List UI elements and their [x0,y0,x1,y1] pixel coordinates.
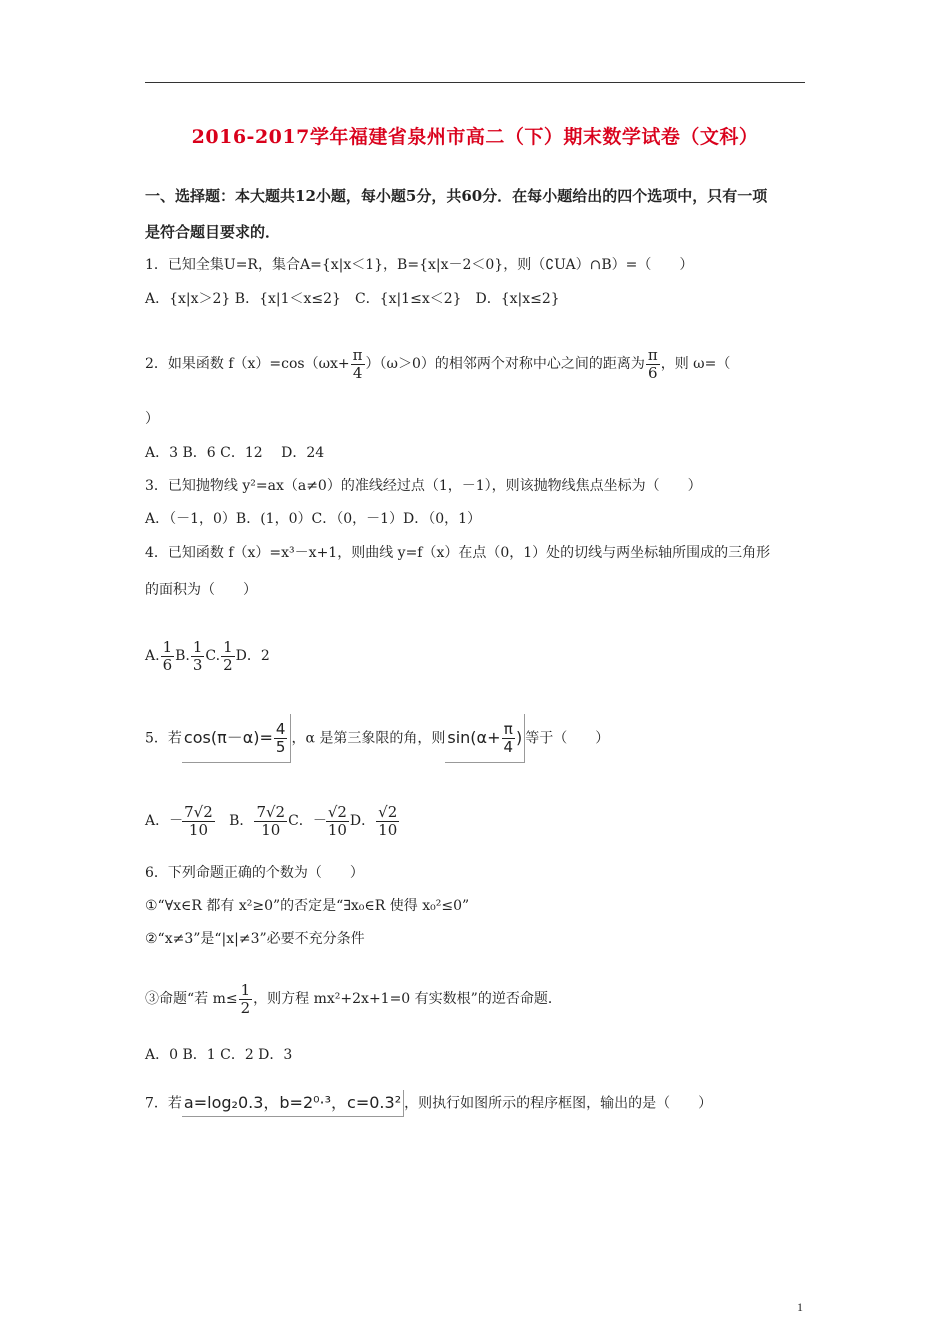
q4-frac-den: 6 [162,655,173,674]
q7-tail: ，则执行如图所示的程序框图，输出的是（ ） [404,1095,713,1112]
q5-minus-sign: － [169,813,184,829]
q2-pi-over-6 [646,347,660,382]
q4-options [145,634,270,678]
q4-option-a-label: A. [145,648,160,664]
q5-frac-num: √2 [327,802,347,821]
q5-frac-den: 10 [261,820,281,839]
q6-frac-den: 2 [240,998,251,1017]
q5-option-a-label: A． [145,813,170,829]
q5-options [145,798,400,844]
q5-sin-close: ) [516,728,523,747]
page-title: 2016-2017学年福建省泉州市高二（下）期末数学试卷（文科） [191,126,759,148]
q6-stem: 6．下列命题正确的个数为（ ） [145,865,364,881]
q5-frac-num: √2 [378,802,398,821]
q6-frac-1-2 [239,982,253,1017]
q5-frac-4-5 [274,721,288,756]
section-heading-line2: 是符合题目要求的． [145,223,281,241]
q4-option-b-label: B. [175,648,190,664]
q4-option-c-label: C. [205,648,221,664]
q5-option-b-label: B． [229,813,254,829]
q5-minus-sign: － [312,813,327,829]
q5-lead: 5．若 [145,730,182,747]
q5-cos-formula [182,714,292,763]
q5-stem [145,714,609,763]
q5-mid: ，α 是第三象限的角，则 [291,730,446,747]
q5-frac-num: 4 [275,720,286,738]
q3-options: A．（－1，0）B．(1，0）C．（0，－1）D．（0，1） [145,511,482,527]
q6-proposition-1: ①“∀x∈R 都有 x²≥0”的否定是“∃x₀∈R 使得 x₀²≤0” [145,898,470,914]
q2-options: A．3 B．6 C．12 D．24 [145,445,325,461]
q5-frac-den: 10 [327,820,347,839]
q5-frac-num: 7√2 [184,802,213,821]
q4-frac-1-6 [161,639,175,674]
q2-frac-den: 4 [352,363,363,382]
q4-frac-num: 1 [192,637,203,656]
header-rule [145,82,805,83]
q4-option-d: D．2 [235,648,270,664]
q6-p3-part1: ③命题“若 m≤ [145,991,238,1007]
q2-stem-close: ） [145,411,159,427]
page-number: 1 [797,1300,803,1314]
q5-frac-num: π [503,720,513,738]
q4-frac-den: 3 [192,655,203,674]
q5-frac-num: 7√2 [256,802,286,821]
q2-frac2-num: π [647,345,658,364]
q4-stem-line1: 4．已知函数 f（x）=x³－x+1，则曲线 y=f（x）在点（0，1）处的切线与两坐标轴所围成的三角形 [145,545,771,561]
q2-frac2-den: 6 [648,363,658,382]
q5-frac-den: 5 [275,738,286,756]
q5-frac-d [376,804,399,839]
q6-p3-part2: ，则方程 mx²+2x+1=0 有实数根”的逆否命题． [253,991,562,1007]
q2-stem [145,342,730,386]
q2-frac-num: π [352,345,363,364]
q2-stem-part3: ，则 ω=（ [660,356,731,372]
q5-frac-den: 10 [188,820,208,839]
q7-lead: 7．若 [145,1095,182,1112]
q5-frac-c [326,804,349,839]
q5-frac-pi-4 [502,721,516,756]
q4-frac-1-2 [221,639,235,674]
q5-option-d-label: D． [349,813,376,829]
q5-frac-den: 10 [378,820,398,839]
q5-sin-formula [445,714,525,763]
q5-frac-b [254,804,287,839]
q7-stem [145,1090,712,1117]
q3-stem: 3．已知抛物线 y²=ax（a≠0）的准线经过点（1，－1），则该抛物线焦点坐标为（ ） [145,478,702,494]
q5-sin-expr: sin(α+ [447,728,501,747]
q4-frac-num: 1 [162,637,173,656]
q2-stem-part1: 2．如果函数 f（x）=cos（ωx+ [145,356,350,372]
q2-pi-over-4 [351,347,365,382]
q1-stem: 1．已知全集U=R，集合A={x|x＜1}，B={x|x－2＜0}，则（∁UA）∩B）=（ ） [145,257,694,273]
q6-frac-num: 1 [240,980,251,999]
q5-cos-expr: cos(π－α)= [183,728,273,747]
section-heading-line1: 一、选择题：本大题共12小题，每小题5分，共60分．在每小题给出的四个选项中，只有一项 [145,187,768,205]
q4-frac-num: 1 [223,637,233,656]
q5-frac-den: 4 [503,738,514,756]
q1-options: A．{x|x＞2} B．{x|1＜x≤2} C．{x|1≤x＜2} D．{x|x≤2} [145,291,560,307]
q6-proposition-3 [145,976,562,1022]
q5-frac-a [182,804,215,839]
q7-formula: a=log₂0.3，b=2⁰·³，c=0.3² [182,1090,404,1117]
q6-options: A．0 B．1 C．2 D．3 [145,1047,293,1063]
q5-tail: 等于（ ） [525,730,610,747]
q4-frac-1-3 [191,639,205,674]
q6-proposition-2: ②“x≠3”是“|x|≠3”必要不充分条件 [145,931,365,947]
q4-stem-line2: 的面积为（ ） [145,582,257,598]
q4-frac-den: 2 [223,655,233,674]
q5-option-c-label: C． [288,813,313,829]
q2-stem-part2: ）（ω＞0）的相邻两个对称中心之间的距离为 [365,356,645,372]
